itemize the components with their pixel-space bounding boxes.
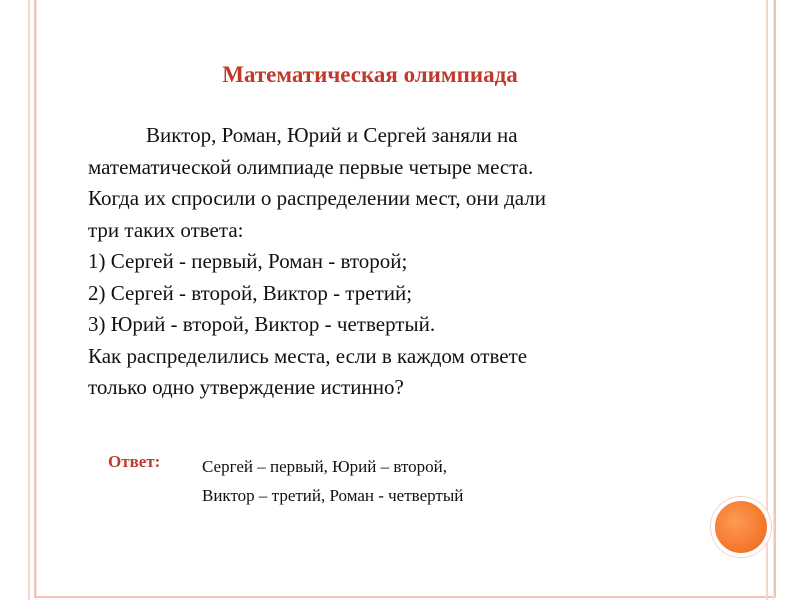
slide-title <box>0 62 740 88</box>
frame-right-thin-line <box>773 0 774 600</box>
problem-text <box>88 120 688 404</box>
slide-title-text: Математическая олимпиада <box>222 62 518 87</box>
answer-text <box>202 452 463 510</box>
frame-left-line <box>28 0 30 600</box>
answer-line: Виктор – третий, Роман - четвертый <box>202 486 464 505</box>
answer-label: Ответ: <box>108 452 161 471</box>
orange-circle-decoration <box>711 497 771 557</box>
problem-line: 1) Сергей - первый, Роман - второй; <box>88 249 408 273</box>
answer-line: Сергей – первый, Юрий – второй, <box>202 457 447 476</box>
problem-line: Когда их спросили о распределении мест, они дали <box>88 186 547 210</box>
problem-line: 2) Сергей - второй, Виктор - третий; <box>88 280 413 305</box>
problem-line: 3) Юрий - второй, Виктор - четвертый. <box>88 312 436 336</box>
problem-line: Виктор, Роман, Юрий и Сергей заняли на <box>146 123 518 147</box>
problem-line: Как распределились места, если в каждом ответе <box>88 343 528 368</box>
problem-line: три таких ответа: <box>88 217 244 242</box>
problem-line: математической олимпиаде первые четыре места. <box>88 154 534 179</box>
problem-line: только одно утверждение истинно? <box>88 375 404 399</box>
